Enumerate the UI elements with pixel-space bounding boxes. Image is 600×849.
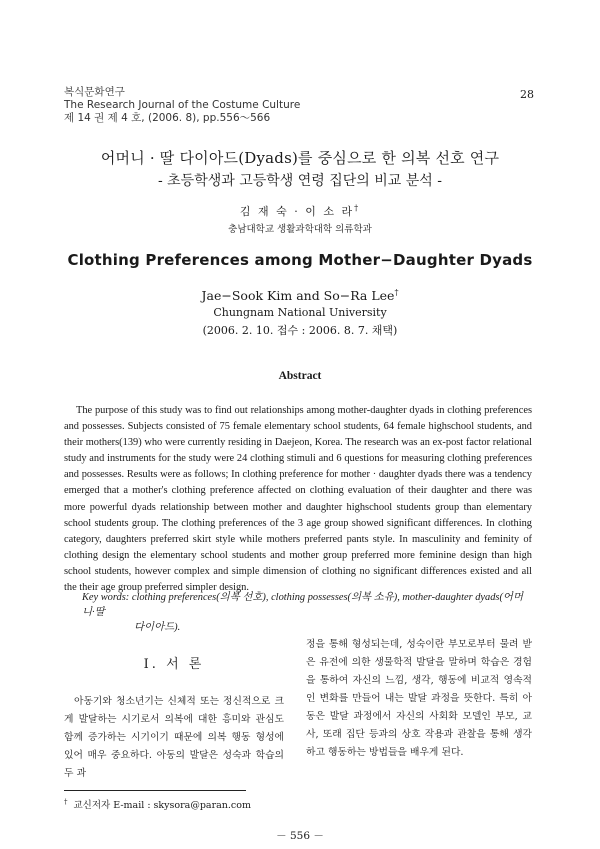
keywords-label: Key words:	[82, 592, 130, 603]
authors-kr	[0, 203, 600, 219]
received-accepted-dates: (2006. 2. 10. 접수 : 2006. 8. 7. 채택)	[202, 324, 398, 337]
authors-en	[0, 288, 600, 303]
page-number-bottom: － 556 －	[276, 830, 324, 842]
abstract-body: The purpose of this study was to find out relationships among mother-daughter dyads in clothing preferences and possesses. Subjects consisted of 75 female elementary school students, 64 female highschool students, and their mothers(139) who were currently residing in Daejeon, Korea. The research was an ex-post factor relational study and instruments for the study were 24 clothing stimuli and 6 questions for measuring clothing preferences and possesses. Results were as follows; In clothing preference for mother · daughter dyads there was a tendency emerged that a mother's clothing preference affected on clothing evaluation of their daughter and there was more powerful dyads relationship between mother and daughter highschool students group than elementary school students group. The clothing preferences of the 3 age group showed significant differences. In clothing category, daughters preferred skirt style while mothers preferred pants style. In masculinity and feminity of clothing design the elementary school students and mother group preferred more feminine design than high school students, however complex and simple dimension of clothing no significant differences existed and all the their age group preferred simpler design.	[64, 405, 532, 594]
affiliation-en: Chungnam National University	[213, 306, 387, 319]
journal-name-kr: 복식문화연구	[64, 86, 125, 98]
footnote-mark: †	[64, 797, 68, 806]
title-kr: 어머니 · 딸 다이아드(Dyads)를 중심으로 한 의복 선호 연구	[100, 149, 500, 167]
footnote-text: 교신저자 E-mail : skysora@paran.com	[73, 800, 251, 811]
journal-header	[64, 86, 300, 125]
section-heading-introduction: Ⅰ. 서 론	[143, 657, 205, 672]
footnote	[64, 797, 251, 811]
authors-en-names: Jae−Sook Kim and So−Ra Lee	[201, 288, 395, 304]
abstract-heading: Abstract	[278, 370, 322, 382]
title-en: Clothing Preferences among Mother−Daughter Dyads	[67, 251, 533, 269]
page-number-top: 28	[520, 88, 534, 101]
journal-name-en: The Research Journal of the Costume Culture	[64, 99, 301, 111]
body-text-left-column: 아동기와 청소년기는 신체적 또는 정신적으로 크게 발달하는 시기로서 의복에 대한 흥미와 관심도 함께 증가하는 시기이기 때문에 의복 행동 형성에 있어 매우 중요하다. 아동의 발달은 성숙과 학습의 두 과	[64, 696, 284, 779]
author-mark: †	[354, 203, 361, 213]
keywords-continued: 다이아드).	[134, 622, 181, 633]
author-mark-en: †	[394, 288, 399, 297]
keywords	[82, 590, 532, 635]
keywords-text: clothing preferences(의복 선호), clothing possesses(의복 소유), mother-daughter dyads(어머니·딸	[82, 592, 523, 618]
journal-volume: 제 14 권 제 4 호, (2006. 8), pp.556～566	[64, 112, 271, 124]
authors-kr-names: 김 재 숙 · 이 소 라	[239, 205, 355, 218]
affiliation-kr: 충남대학교 생활과학대학 의류학과	[228, 224, 372, 235]
subtitle-kr: - 초등학생과 고등학생 연령 집단의 비교 분석 -	[157, 173, 443, 189]
body-text-right-column: 정을 통해 형성되는데, 성숙이란 부모로부터 물려 받은 유전에 의한 생물학적 발달을 말하며 학습은 경험을 통하여 자신의 느낌, 생각, 행동에 비교적 영속적인 변화를 만들어 내는 발달 과정을 뜻한다. 특히 아동은 발달 과정에서 자신의 사회화 모델인 부모, 교사, 또래 집단 등과의 상호 작용과 관찰을 통해 생각하고 행동하는 방법들을 배우게 된다.	[306, 639, 532, 758]
footnote-divider	[64, 790, 246, 791]
